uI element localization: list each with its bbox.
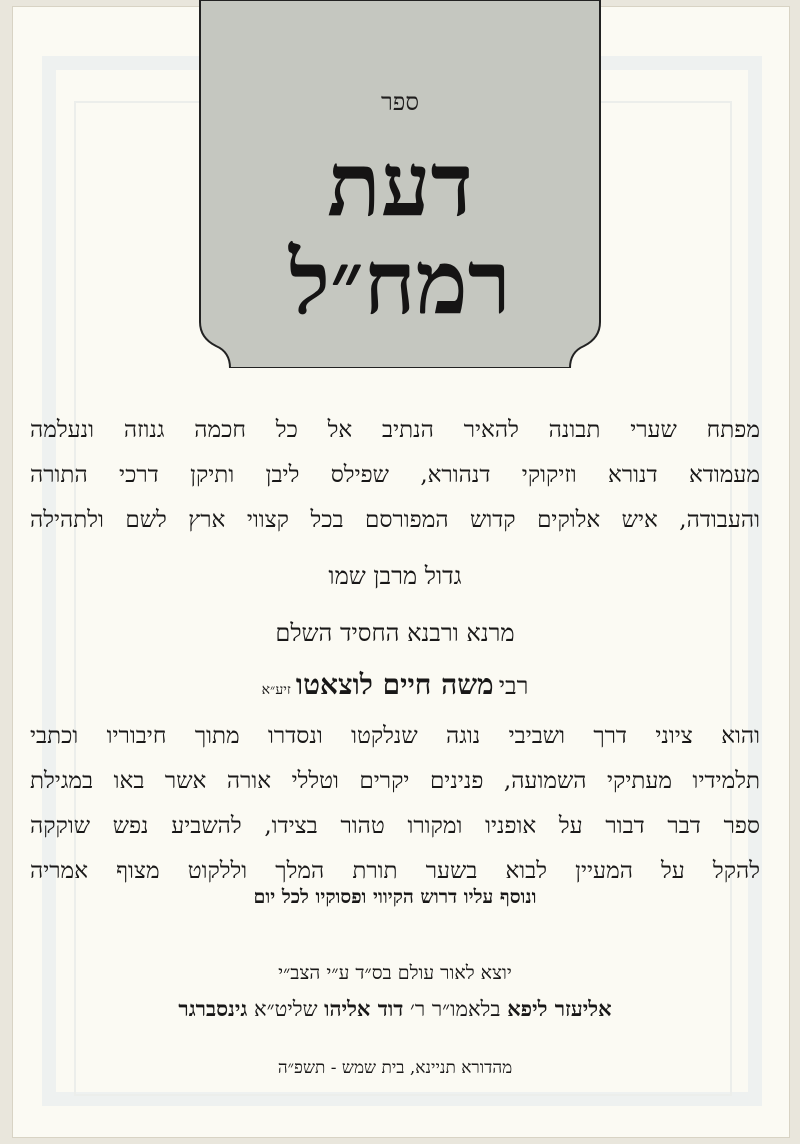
intro-line: מפתח שערי תבונה להאיר הנתיב אל כל חכמה גנוזה ונעלמה (30, 417, 760, 443)
title-line-1: דעת (327, 132, 473, 236)
title-panel (198, 0, 602, 368)
publisher-relation: בלאמו״ר ר׳ (409, 997, 501, 1021)
desc-line: ספר דבר דבור על אופניו ומקורו טהור בצידו, להשביע נפש שוקקה (30, 813, 760, 839)
addition-line: ונוסף עליו דרוש הקיווי ופסוקיו לכל יום (253, 886, 537, 908)
publisher-name-line (30, 996, 760, 1022)
publisher-surname: גינסברגר (178, 996, 248, 1021)
desc-line: תלמידיו מעתיקי השמועה, פנינים יקרים וטללי אורה אשר באו במגילת (30, 768, 760, 794)
desc-line: והוא ציוני דרך ושביבי נוגה שנלקטו ונסדרו מתוך חיבוריו וכתבי (30, 723, 760, 749)
author-prefix: רבי (498, 672, 529, 700)
description-paragraph (30, 714, 760, 894)
honorific-line: מרנא ורבנא החסיד השלם (275, 619, 515, 647)
great-line: גדול מרבן שמו (328, 562, 462, 590)
edition-line: מהדורא תניינא, בית שמש - תשפ״ה (277, 1058, 513, 1078)
title-line-2: רמח״ל (288, 230, 512, 334)
intro-line: והעבודה, איש אלוקים קדוש המפורסם בכל קצווי ארץ לשם ולתהילה (30, 507, 760, 533)
title-prefix: ספר (380, 88, 419, 116)
author-name: משה חיים לוצאטו (295, 668, 494, 701)
author-suffix: זיע״א (261, 682, 291, 698)
publisher-honorific: שליט״א (253, 997, 318, 1021)
intro-line: מעמודא דנורא וזיקוקי דנהורא, שפילס ליבן ותיקן דרכי התורה (30, 462, 760, 488)
desc-line: להקל על המעיין לבוא בשער תורת המלך וללקוט מצוף אמריה (30, 858, 760, 884)
publisher-father-name: דוד אליהו (324, 996, 404, 1021)
intro-paragraph (30, 408, 760, 543)
author-name-line (30, 662, 760, 713)
publisher-first-name: אליעזר ליפא (507, 996, 612, 1021)
publisher-line: יוצא לאור עולם בס״ד ע״י הצב״י (278, 962, 512, 984)
